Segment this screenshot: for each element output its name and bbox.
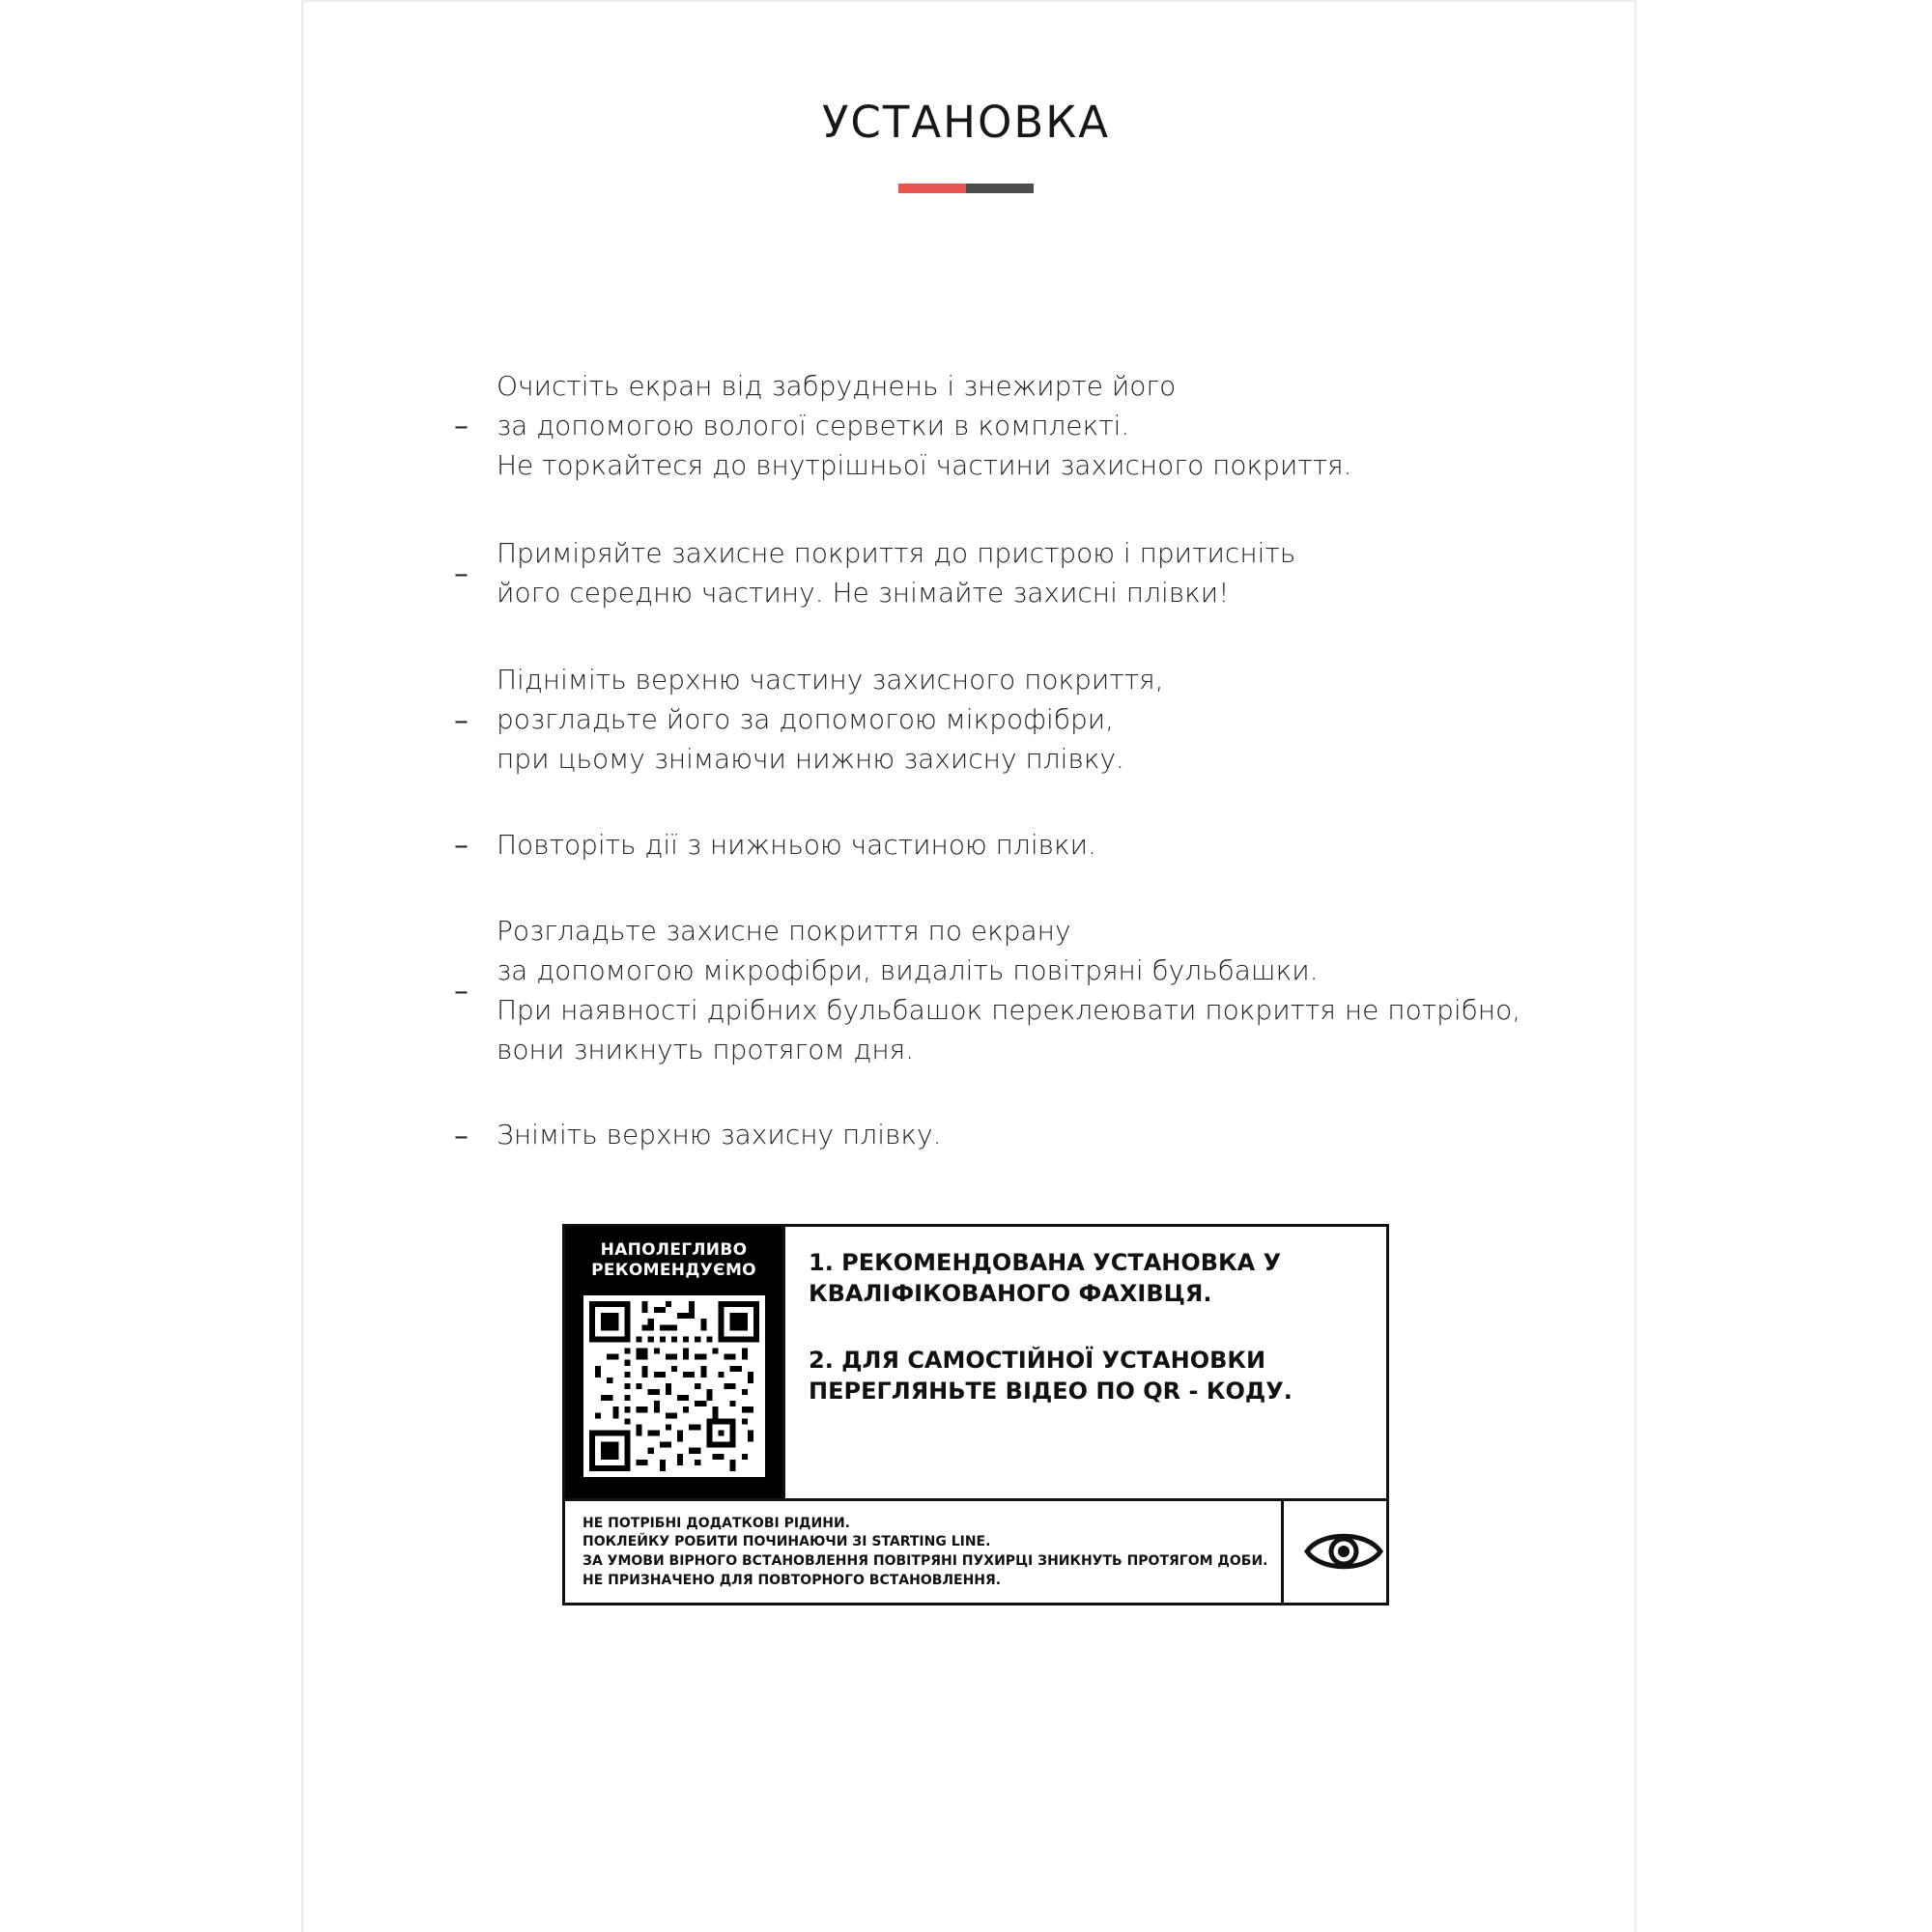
- label-note-line: ПОКЛЕЙКУ РОБИТИ ПОЧИНАЮЧИ ЗІ STARTING LINE.: [582, 1534, 991, 1550]
- list-item-text: [497, 534, 1787, 613]
- list-item-line: за допомогою мікрофібри, видаліть повітряні бульбашки.: [497, 953, 1319, 986]
- badge-line-2: РЕКОМЕНДУЄМО: [591, 1261, 756, 1281]
- list-item-text: [497, 367, 1787, 486]
- label-recommendations: [785, 1227, 1386, 1498]
- eye-icon: [1303, 1525, 1384, 1577]
- list-item: [454, 912, 1787, 1070]
- list-item-text: [497, 912, 1787, 1070]
- eye-icon-cell: [1281, 1501, 1404, 1604]
- list-item: [454, 826, 1787, 866]
- label-note-line: ЗА УМОВИ ВІРНОГО ВСТАНОВЛЕННЯ ПОВІТРЯНІ ПУХИРЦІ ЗНИКНУТЬ ПРОТЯГОМ ДОБИ.: [582, 1553, 1268, 1570]
- list-item-line: Підніміть верхню частину захисного покриття,: [497, 664, 1164, 696]
- list-item-text: [497, 1116, 1787, 1155]
- list-item-text: [497, 661, 1787, 780]
- label-top-section: [565, 1227, 1386, 1501]
- list-bullet: –: [454, 556, 469, 591]
- list-item-line: Розгладьте захисне покриття по екрану: [497, 914, 1071, 947]
- page-left-edge: [301, 0, 303, 1932]
- recommendation-1: 1. РЕКОМЕНДОВАНА УСТАНОВКА У КВАЛІФІКОВАНОГО ФАХІВЦЯ.: [809, 1249, 1282, 1307]
- list-item-line: за допомогою вологої серветки в комплекті.: [497, 409, 1130, 441]
- label-note-line: НЕ ПРИЗНАЧЕНО ДЛЯ ПОВТОРНОГО ВСТАНОВЛЕННЯ.: [582, 1573, 1002, 1589]
- title-divider: [898, 184, 1034, 193]
- label-bottom-section: [565, 1501, 1386, 1604]
- list-item-line: Очистіть екран від забруднень і знежирте його: [497, 370, 1177, 402]
- page-top-edge: [301, 0, 1636, 2]
- divider-dark-segment: [966, 184, 1034, 193]
- list-item-line: його середню частину. Не знімайте захисні плівки!: [497, 576, 1230, 609]
- list-item-line: При наявності дрібних бульбашок переклеювати покриття не потрібно,: [497, 993, 1521, 1026]
- recommendation-2: 2. ДЛЯ САМОСТІЙНОЇ УСТАНОВКИ ПЕРЕГЛЯНЬТЕ ВІДЕО ПО QR - КОДУ.: [809, 1347, 1293, 1406]
- list-item: [454, 367, 1787, 486]
- list-item: [454, 534, 1787, 613]
- list-item-line: Приміряйте захисне покриття до пристрою і притисніть: [497, 536, 1296, 569]
- list-bullet: –: [454, 829, 469, 864]
- list-item: [454, 661, 1787, 780]
- list-item-line: Повторіть дії з нижньою частиною плівки.: [497, 829, 1096, 861]
- list-bullet: –: [454, 410, 469, 444]
- recommendation-label: [562, 1224, 1389, 1605]
- list-item-line: вони зникнуть протягом дня.: [497, 1033, 915, 1065]
- label-note-line: НЕ ПОТРІБНІ ДОДАТКОВІ РІДИНИ.: [582, 1515, 850, 1531]
- label-badge-panel: [565, 1227, 785, 1498]
- qr-code-icon[interactable]: [583, 1295, 765, 1477]
- list-bullet: –: [454, 974, 469, 1009]
- instruction-list: [454, 367, 1787, 1198]
- list-bullet: –: [454, 1119, 469, 1153]
- label-notes: [565, 1501, 1281, 1604]
- list-item-line: при цьому знімаючи нижню захисну плівку.: [497, 743, 1124, 776]
- badge-line-1: НАПОЛЕГЛИВО: [600, 1240, 748, 1260]
- page-title: УСТАНОВКА: [822, 97, 1110, 148]
- list-item-line: розгладьте його за допомогою мікрофібри,: [497, 703, 1115, 736]
- list-item-line: Не торкайтеся до внутрішньої частини захисного покриття.: [497, 448, 1352, 481]
- list-item-line: Зніміть верхню захисну плівку.: [497, 1119, 942, 1151]
- divider-accent-segment: [898, 184, 966, 193]
- list-item-text: [497, 826, 1787, 866]
- list-item: [454, 1116, 1787, 1155]
- list-bullet: –: [454, 703, 469, 738]
